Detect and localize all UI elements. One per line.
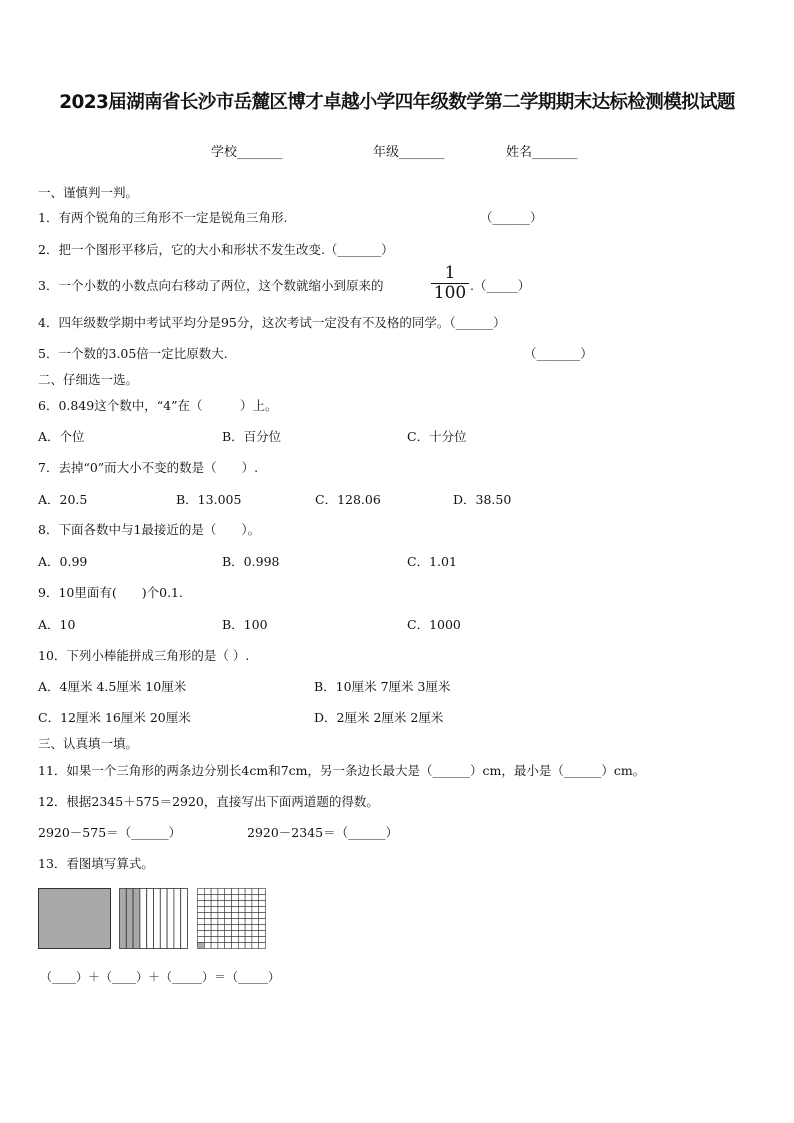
option-7c: C．128.06 xyxy=(315,492,381,507)
tenths-column xyxy=(174,889,181,949)
question-6: 6．0.849这个数中，“4”在（ ）上。 xyxy=(38,398,278,413)
hundredths-cell xyxy=(218,913,225,919)
option-7d: D．38.50 xyxy=(453,492,512,507)
hundredths-cell xyxy=(252,901,259,907)
option-10a: A．4厘米 4.5厘米 10厘米 xyxy=(38,679,187,694)
hundredths-cell xyxy=(218,907,225,913)
hundredths-cell xyxy=(218,889,225,895)
hundredths-cell xyxy=(211,937,218,943)
hundredths-cell xyxy=(198,889,205,895)
section-2-heading: 二、仔细选一选。 xyxy=(38,372,139,387)
hundredths-cell xyxy=(218,919,225,925)
hundredths-cell xyxy=(204,907,211,913)
hundredths-cell xyxy=(225,931,232,937)
hundredths-cell xyxy=(252,889,259,895)
hundredths-cell xyxy=(252,943,259,949)
hundredths-cell xyxy=(245,889,252,895)
question-11: 11．如果一个三角形的两条边分别长4cm和7cm，另一条边长最大是（______）cm，最小是（______）cm。 xyxy=(38,763,646,778)
option-6b: B．百分位 xyxy=(222,429,282,444)
hundredths-cell xyxy=(245,925,252,931)
hundredths-cell xyxy=(232,901,239,907)
option-9a: A．10 xyxy=(38,617,76,632)
hundredths-cell xyxy=(238,901,245,907)
option-6c: C．十分位 xyxy=(407,429,467,444)
hundredths-cell xyxy=(225,907,232,913)
hundredths-cell xyxy=(225,943,232,949)
hundredths-cell xyxy=(204,919,211,925)
tenths-column xyxy=(167,889,174,949)
option-10c: C．12厘米 16厘米 20厘米 xyxy=(38,710,191,725)
question-5-blank: （_______） xyxy=(524,346,593,361)
hundredths-cell xyxy=(238,919,245,925)
option-8b: B．0.998 xyxy=(222,554,280,569)
hundredths-cell xyxy=(259,901,266,907)
hundredths-cell xyxy=(225,889,232,895)
hundredths-cell xyxy=(211,889,218,895)
hundredths-cell xyxy=(204,943,211,949)
hundredths-cell xyxy=(198,895,205,901)
question-12a: 2920－575＝（______） xyxy=(38,825,182,840)
tenths-column xyxy=(147,889,154,949)
hundredths-cell xyxy=(232,907,239,913)
hundredths-cell xyxy=(259,907,266,913)
hundredths-cell xyxy=(225,937,232,943)
hundredths-cell xyxy=(259,919,266,925)
fraction-numerator: 1 xyxy=(444,263,456,283)
hundredths-cell xyxy=(211,919,218,925)
hundredths-cell xyxy=(211,931,218,937)
hundredths-cell xyxy=(211,913,218,919)
tenths-column xyxy=(160,889,167,949)
question-5: 5．一个数的3.05倍一定比原数大. xyxy=(38,346,228,361)
tenths-column xyxy=(154,889,161,949)
hundredths-cell xyxy=(259,889,266,895)
hundredths-cell xyxy=(204,901,211,907)
hundredths-cell xyxy=(225,919,232,925)
tenths-column xyxy=(140,889,147,949)
fraction-one-hundredth xyxy=(431,264,469,302)
hundredths-cell xyxy=(245,919,252,925)
option-10d: D．2厘米 2厘米 2厘米 xyxy=(314,710,444,725)
hundredths-cell xyxy=(245,895,252,901)
option-6a: A．个位 xyxy=(38,429,85,444)
hundredths-cell xyxy=(218,943,225,949)
hundredths-cell xyxy=(225,925,232,931)
hundredths-cell xyxy=(245,937,252,943)
whole-square-figure xyxy=(38,888,112,950)
hundredths-cell xyxy=(204,889,211,895)
question-3: 3．一个小数的小数点向右移动了两位，这个数就缩小到原来的 xyxy=(38,278,384,293)
option-9b: B．100 xyxy=(222,617,268,632)
grade-field: 年级_______ xyxy=(373,145,445,160)
question-1: 1．有两个锐角的三角形不一定是锐角三角形. xyxy=(38,210,288,225)
hundredths-cell xyxy=(252,895,259,901)
tenths-column xyxy=(133,889,140,949)
hundredths-cell xyxy=(252,913,259,919)
hundredths-cell xyxy=(218,937,225,943)
question-9: 9．10里面有( )个0.1. xyxy=(38,585,183,600)
hundredths-cell xyxy=(232,895,239,901)
hundredths-cell xyxy=(259,895,266,901)
hundredths-cell xyxy=(204,925,211,931)
option-7b: B．13.005 xyxy=(176,492,242,507)
hundredths-cell xyxy=(225,901,232,907)
hundredths-cell xyxy=(252,919,259,925)
hundredths-cell xyxy=(232,889,239,895)
hundredths-cell xyxy=(211,943,218,949)
hundredths-cell xyxy=(238,925,245,931)
question-4: 4．四年级数学期中考试平均分是95分，这次考试一定没有不及格的同学。（______） xyxy=(38,315,506,330)
option-9c: C．1000 xyxy=(407,617,461,632)
question-12: 12．根据2345＋575＝2920，直接写出下面两道题的得数。 xyxy=(38,794,379,809)
hundredths-cell xyxy=(238,895,245,901)
option-10b: B．10厘米 7厘米 3厘米 xyxy=(314,679,451,694)
hundredths-cell xyxy=(218,925,225,931)
hundredths-figure xyxy=(197,888,267,950)
tenths-column xyxy=(120,889,127,949)
hundredths-cell xyxy=(204,937,211,943)
hundredths-cell xyxy=(204,931,211,937)
hundredths-cell xyxy=(259,943,266,949)
hundredths-cell xyxy=(211,895,218,901)
hundredths-cell xyxy=(198,907,205,913)
school-field: 学校_______ xyxy=(211,145,283,160)
hundredths-cell xyxy=(259,931,266,937)
hundredths-cell xyxy=(238,907,245,913)
hundredths-cell xyxy=(198,931,205,937)
hundredths-cell xyxy=(204,895,211,901)
hundredths-cell xyxy=(238,943,245,949)
hundredths-cell xyxy=(198,913,205,919)
hundredths-cell xyxy=(232,931,239,937)
hundredths-cell xyxy=(198,943,205,949)
question-13-formula: （____）＋（____）＋（_____）＝（_____） xyxy=(40,970,281,984)
question-10: 10．下列小棒能拼成三角形的是（ ）. xyxy=(38,648,250,663)
hundredths-cell xyxy=(218,901,225,907)
hundredths-cell xyxy=(211,925,218,931)
hundredths-cell xyxy=(232,919,239,925)
hundredths-cell xyxy=(238,937,245,943)
hundredths-cell xyxy=(204,913,211,919)
hundredths-cell xyxy=(259,925,266,931)
hundredths-cell xyxy=(232,943,239,949)
hundredths-cell xyxy=(232,937,239,943)
question-13: 13．看图填写算式。 xyxy=(38,856,154,871)
hundredths-cell xyxy=(198,901,205,907)
hundredths-cell xyxy=(232,913,239,919)
question-2: 2．把一个图形平移后，它的大小和形状不发生改变.（_______） xyxy=(38,242,394,257)
hundredths-cell xyxy=(245,901,252,907)
tenths-column xyxy=(181,889,188,949)
hundredths-cell xyxy=(211,901,218,907)
hundredths-cell xyxy=(252,937,259,943)
hundredths-cell xyxy=(218,895,225,901)
section-3-heading: 三、认真填一填。 xyxy=(38,736,139,751)
tenths-column xyxy=(126,889,133,949)
option-7a: A．20.5 xyxy=(38,492,88,507)
hundredths-cell xyxy=(238,889,245,895)
hundredths-cell xyxy=(245,907,252,913)
hundredths-cell xyxy=(259,937,266,943)
hundredths-cell xyxy=(252,907,259,913)
question-7: 7．去掉“0”而大小不变的数是（ ）. xyxy=(38,460,259,475)
hundredths-cell xyxy=(198,919,205,925)
fraction-denominator: 100 xyxy=(433,283,467,303)
question-1-blank: （______） xyxy=(480,210,543,225)
hundredths-cell xyxy=(198,925,205,931)
hundredths-cell xyxy=(218,931,225,937)
hundredths-cell xyxy=(238,931,245,937)
hundredths-cell xyxy=(225,913,232,919)
hundredths-cell xyxy=(245,931,252,937)
hundredths-cell xyxy=(252,931,259,937)
question-12b: 2920－2345＝（______） xyxy=(247,825,399,840)
hundredths-cell xyxy=(259,913,266,919)
question-8: 8．下面各数中与1最接近的是（ ）。 xyxy=(38,522,261,537)
option-8c: C．1.01 xyxy=(407,554,457,569)
name-field: 姓名_______ xyxy=(506,145,578,160)
section-1-heading: 一、谨慎判一判。 xyxy=(38,185,139,200)
option-8a: A．0.99 xyxy=(38,554,88,569)
hundredths-cell xyxy=(232,925,239,931)
tenths-figure xyxy=(119,888,189,950)
hundredths-cell xyxy=(211,907,218,913)
hundredths-cell xyxy=(225,895,232,901)
page-title: 2023届湖南省长沙市岳麓区博才卓越小学四年级数学第二学期期末达标检测模拟试题 xyxy=(59,92,735,113)
hundredths-cell xyxy=(238,913,245,919)
hundredths-cell xyxy=(245,913,252,919)
question-3-tail: .（_____） xyxy=(470,278,531,293)
hundredths-cell xyxy=(198,937,205,943)
hundredths-cell xyxy=(245,943,252,949)
hundredths-cell xyxy=(252,925,259,931)
